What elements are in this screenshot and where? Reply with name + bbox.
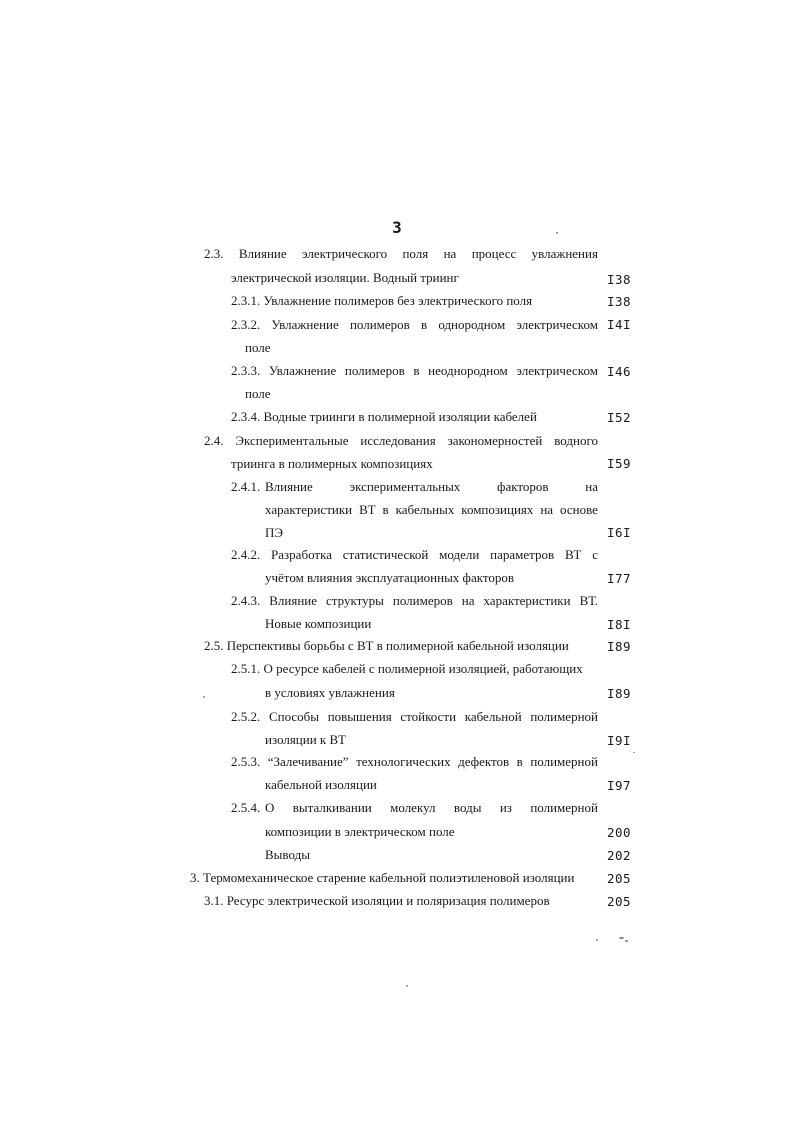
toc-entry-2-5-1-line-2: в условиях увлажнения [265,685,395,700]
toc-entry-2-5-2-line-2: изоляции к ВТ [265,732,346,747]
toc-page-2-3-3: I46 [606,364,632,379]
scan-speck [406,985,408,987]
toc-entry-2-4-1-number: 2.4.1. [231,479,261,494]
toc-entry-2-4-2-line-2: учётом влияния эксплуатационных факторов [265,570,515,585]
toc-entry-2-5-4-line-1: О выталкивании молекул воды из полимерной [265,800,598,815]
toc-entry-2-4-3-line-2: Новые композиции [265,616,372,631]
toc-entry-2-4-1-line-3: ПЭ [265,525,283,540]
toc-page-2-3-2: I4I [606,317,632,332]
toc-page-3: 205 [606,871,632,886]
toc-entry-2-3-2-line-1: 2.3.2. Увлажнение полимеров в однородном электрическом [231,317,598,332]
toc-page-2-4: I59 [606,456,632,471]
toc-page-2-3: I38 [606,272,632,287]
scan-speck [203,696,205,698]
toc-page-2-3-1: I38 [606,294,632,309]
toc-entry-2-3-4: 2.3.4. Водные триинги в полимерной изоляции кабелей [231,409,537,424]
toc-entry-3-1: 3.1. Ресурс электрической изоляции и поляризация полимеров [204,893,550,908]
toc-entry-2-5-2-line-1: 2.5.2. Способы повышения стойкости кабельной полимерной [231,709,598,724]
toc-page-2-5-4: 200 [606,825,632,840]
toc-entry-3: 3. Термомеханическое старение кабельной полиэтиленовой изоляции [190,870,575,885]
toc-page-2-3-4: I52 [606,410,632,425]
toc-entry-2-3-1: 2.3.1. Увлажнение полимеров без электрического поля [231,293,533,308]
toc-page-conclusions: 202 [606,848,632,863]
toc-entry-2-5-4-line-2: композиции в электрическом поле [265,824,455,839]
toc-entry-2-5-3-line-1: 2.5.3. “Залечивание” технологических дефектов в полимерной [231,754,598,769]
toc-entry-2-4-line-1: 2.4. Экспериментальные исследования закономерностей водного [204,433,598,448]
scan-speck [625,940,628,942]
toc-entry-2-4-1-line-1: Влияние экспериментальных факторов на [265,479,598,494]
toc-entry-2-4-1-line-2: характеристики ВТ в кабельных композициях на основе [265,502,598,517]
toc-page-2-4-2: I77 [606,571,632,586]
toc-page-2-4-3: I8I [606,617,632,632]
toc-page-3-1: 205 [606,894,632,909]
page-number: 3 [392,218,402,237]
toc-entry-2-3-2-line-2: поле [245,340,271,355]
toc-entry-2-3-3-line-2: поле [245,386,271,401]
toc-entry-conclusions: Выводы [265,847,310,862]
scan-speck [633,752,635,753]
toc-page-2-5: I89 [606,639,632,654]
toc-entry-2-5: 2.5. Перспективы борьбы с ВТ в полимерной кабельной изоляции [204,638,569,653]
toc-entry-2-4-line-2: триинга в полимерных композициях [231,456,433,471]
toc-entry-2-4-2-line-1: 2.4.2. Разработка статистической модели параметров ВТ с [231,547,598,562]
toc-entry-2-4-3-line-1: 2.4.3. Влияние структуры полимеров на характеристики ВТ. [231,593,598,608]
toc-entry-2-3-line-1: 2.3. Влияние электрического поля на процесс увлажнения [204,246,598,261]
toc-entry-2-5-1-line-1: 2.5.1. О ресурсе кабелей с полимерной изоляцией, работающих [231,661,583,676]
scan-speck [556,232,558,234]
toc-page-2-4-1: I6I [606,525,632,540]
toc-page-2-5-3: I97 [606,778,632,793]
toc-page-2-5-1: I89 [606,686,632,701]
scan-speck [596,939,598,941]
toc-page-2-5-2: I9I [606,733,632,748]
toc-entry-2-5-4-number: 2.5.4. [231,800,261,815]
toc-entry-2-3-line-2: электрической изоляции. Водный триинг [231,270,459,285]
toc-entry-2-5-3-line-2: кабельной изоляции [265,777,377,792]
scan-speck [619,937,624,939]
toc-entry-2-3-3-line-1: 2.3.3. Увлажнение полимеров в неоднородном электрическом [231,363,598,378]
